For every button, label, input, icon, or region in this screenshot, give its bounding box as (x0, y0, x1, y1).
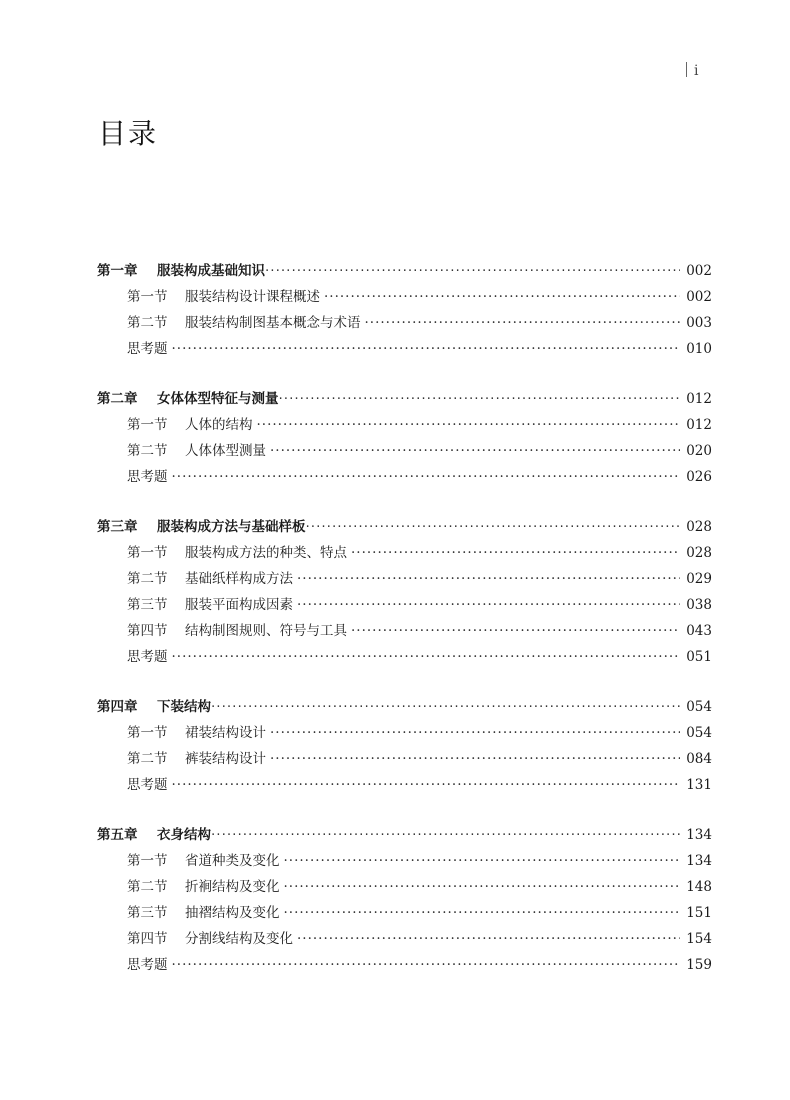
chapter-entry[interactable] (97, 514, 712, 540)
chapter-page: 054 (686, 699, 712, 715)
section-entry[interactable] (97, 746, 712, 772)
page-number-value: i (694, 63, 700, 79)
section-title: 思考题 (127, 649, 168, 665)
section-number: 第一节 (127, 545, 168, 561)
section-label (127, 874, 280, 900)
section-page: 131 (686, 777, 712, 793)
dot-leader (351, 618, 680, 644)
section-entry[interactable] (97, 412, 712, 438)
section-label (127, 900, 280, 926)
chapter-entry[interactable] (97, 386, 712, 412)
section-title: 基础纸样构成方法 (185, 571, 293, 587)
exercises-entry[interactable] (97, 772, 712, 798)
chapter-entry[interactable] (97, 822, 712, 848)
dot-leader (270, 438, 680, 464)
section-page: 002 (686, 289, 712, 305)
toc-title: 目录 (98, 117, 159, 150)
dot-leader (284, 874, 681, 900)
section-label (127, 848, 280, 874)
section-title: 思考题 (127, 469, 168, 485)
chapter-title: 服装构成方法与基础样板 (157, 519, 306, 535)
section-number: 第二节 (127, 751, 168, 767)
section-title: 人体体型测量 (185, 443, 266, 459)
chapter-label (97, 822, 211, 848)
section-entry[interactable] (97, 566, 712, 592)
section-label (127, 310, 361, 336)
section-page: 151 (686, 905, 712, 921)
dot-leader (172, 952, 681, 978)
dot-leader (172, 464, 681, 490)
section-number: 第三节 (127, 905, 168, 921)
dot-leader (351, 540, 680, 566)
section-title: 服装结构制图基本概念与术语 (185, 315, 361, 331)
section-entry[interactable] (97, 618, 712, 644)
dot-leader (211, 694, 680, 720)
chapter-label (97, 258, 265, 284)
section-label (127, 952, 168, 978)
section-entry[interactable] (97, 720, 712, 746)
section-title: 服装平面构成因素 (185, 597, 293, 613)
section-number: 第三节 (127, 597, 168, 613)
section-page: 012 (686, 417, 712, 433)
chapter-number: 第四章 (97, 699, 138, 715)
section-page: 010 (686, 341, 712, 357)
chapter-number: 第五章 (97, 827, 138, 843)
section-page: 026 (686, 469, 712, 485)
dot-leader (365, 310, 681, 336)
section-page: 084 (686, 751, 712, 767)
chapter-label (97, 514, 306, 540)
dot-leader (297, 592, 680, 618)
dot-leader (324, 284, 680, 310)
table-of-contents (97, 258, 712, 1002)
dot-leader (257, 412, 681, 438)
section-page: 051 (686, 649, 712, 665)
dot-leader (284, 900, 681, 926)
section-page: 154 (686, 931, 712, 947)
chapter-block (97, 822, 712, 978)
chapter-title: 下装结构 (157, 699, 211, 715)
section-label (127, 284, 320, 310)
section-entry[interactable] (97, 284, 712, 310)
section-entry[interactable] (97, 540, 712, 566)
section-entry[interactable] (97, 592, 712, 618)
section-page: 043 (686, 623, 712, 639)
section-number: 第二节 (127, 315, 168, 331)
chapter-title: 衣身结构 (157, 827, 211, 843)
section-label (127, 644, 168, 670)
chapter-label (97, 386, 279, 412)
section-label (127, 464, 168, 490)
section-entry[interactable] (97, 438, 712, 464)
section-entry[interactable] (97, 310, 712, 336)
section-title: 人体的结构 (185, 417, 253, 433)
section-number: 第一节 (127, 289, 168, 305)
dot-leader (211, 822, 680, 848)
chapter-block (97, 386, 712, 490)
section-number: 第一节 (127, 417, 168, 433)
section-label (127, 336, 168, 362)
page-number (686, 62, 699, 79)
section-title: 服装结构设计课程概述 (185, 289, 320, 305)
section-entry[interactable] (97, 926, 712, 952)
exercises-entry[interactable] (97, 464, 712, 490)
chapter-title: 服装构成基础知识 (157, 263, 265, 279)
section-label (127, 772, 168, 798)
section-page: 029 (686, 571, 712, 587)
dot-leader (297, 566, 680, 592)
section-label (127, 926, 293, 952)
section-label (127, 720, 266, 746)
section-title: 思考题 (127, 341, 168, 357)
chapter-number: 第一章 (97, 263, 138, 279)
chapter-page: 028 (686, 519, 712, 535)
section-title: 思考题 (127, 957, 168, 973)
section-label (127, 540, 347, 566)
section-entry[interactable] (97, 874, 712, 900)
section-title: 裙装结构设计 (185, 725, 266, 741)
section-page: 028 (686, 545, 712, 561)
chapter-number: 第二章 (97, 391, 138, 407)
section-label (127, 566, 293, 592)
section-page: 134 (686, 853, 712, 869)
section-number: 第二节 (127, 879, 168, 895)
section-number: 第二节 (127, 443, 168, 459)
section-title: 分割线结构及变化 (185, 931, 293, 947)
dot-leader (172, 336, 681, 362)
dot-leader (270, 746, 680, 772)
section-number: 第一节 (127, 725, 168, 741)
chapter-block (97, 258, 712, 362)
dot-leader (265, 258, 680, 284)
dot-leader (306, 514, 681, 540)
section-number: 第四节 (127, 623, 168, 639)
dot-leader (172, 772, 681, 798)
chapter-page: 002 (686, 263, 712, 279)
section-page: 003 (686, 315, 712, 331)
section-number: 第四节 (127, 931, 168, 947)
exercises-entry[interactable] (97, 644, 712, 670)
section-title: 结构制图规则、符号与工具 (185, 623, 347, 639)
page-number-divider (686, 62, 687, 77)
dot-leader (270, 720, 680, 746)
dot-leader (297, 926, 680, 952)
section-page: 148 (686, 879, 712, 895)
section-title: 抽褶结构及变化 (185, 905, 280, 921)
section-label (127, 412, 253, 438)
section-title: 服装构成方法的种类、特点 (185, 545, 347, 561)
section-page: 038 (686, 597, 712, 613)
section-label (127, 618, 347, 644)
section-entry[interactable] (97, 900, 712, 926)
section-page: 054 (686, 725, 712, 741)
chapter-block (97, 694, 712, 798)
section-title: 折裥结构及变化 (185, 879, 280, 895)
dot-leader (172, 644, 681, 670)
section-entry[interactable] (97, 848, 712, 874)
chapter-entry[interactable] (97, 694, 712, 720)
chapter-number: 第三章 (97, 519, 138, 535)
section-page: 020 (686, 443, 712, 459)
section-title: 裤装结构设计 (185, 751, 266, 767)
chapter-title: 女体体型特征与测量 (157, 391, 279, 407)
section-title: 省道种类及变化 (185, 853, 280, 869)
section-page: 159 (686, 957, 712, 973)
chapter-label (97, 694, 211, 720)
section-number: 第一节 (127, 853, 168, 869)
chapter-page: 012 (686, 391, 712, 407)
chapter-block (97, 514, 712, 670)
section-title: 思考题 (127, 777, 168, 793)
section-label (127, 438, 266, 464)
section-label (127, 592, 293, 618)
exercises-entry[interactable] (97, 336, 712, 362)
section-number: 第二节 (127, 571, 168, 587)
exercises-entry[interactable] (97, 952, 712, 978)
chapter-entry[interactable] (97, 258, 712, 284)
dot-leader (284, 848, 681, 874)
section-label (127, 746, 266, 772)
chapter-page: 134 (686, 827, 712, 843)
dot-leader (279, 386, 681, 412)
